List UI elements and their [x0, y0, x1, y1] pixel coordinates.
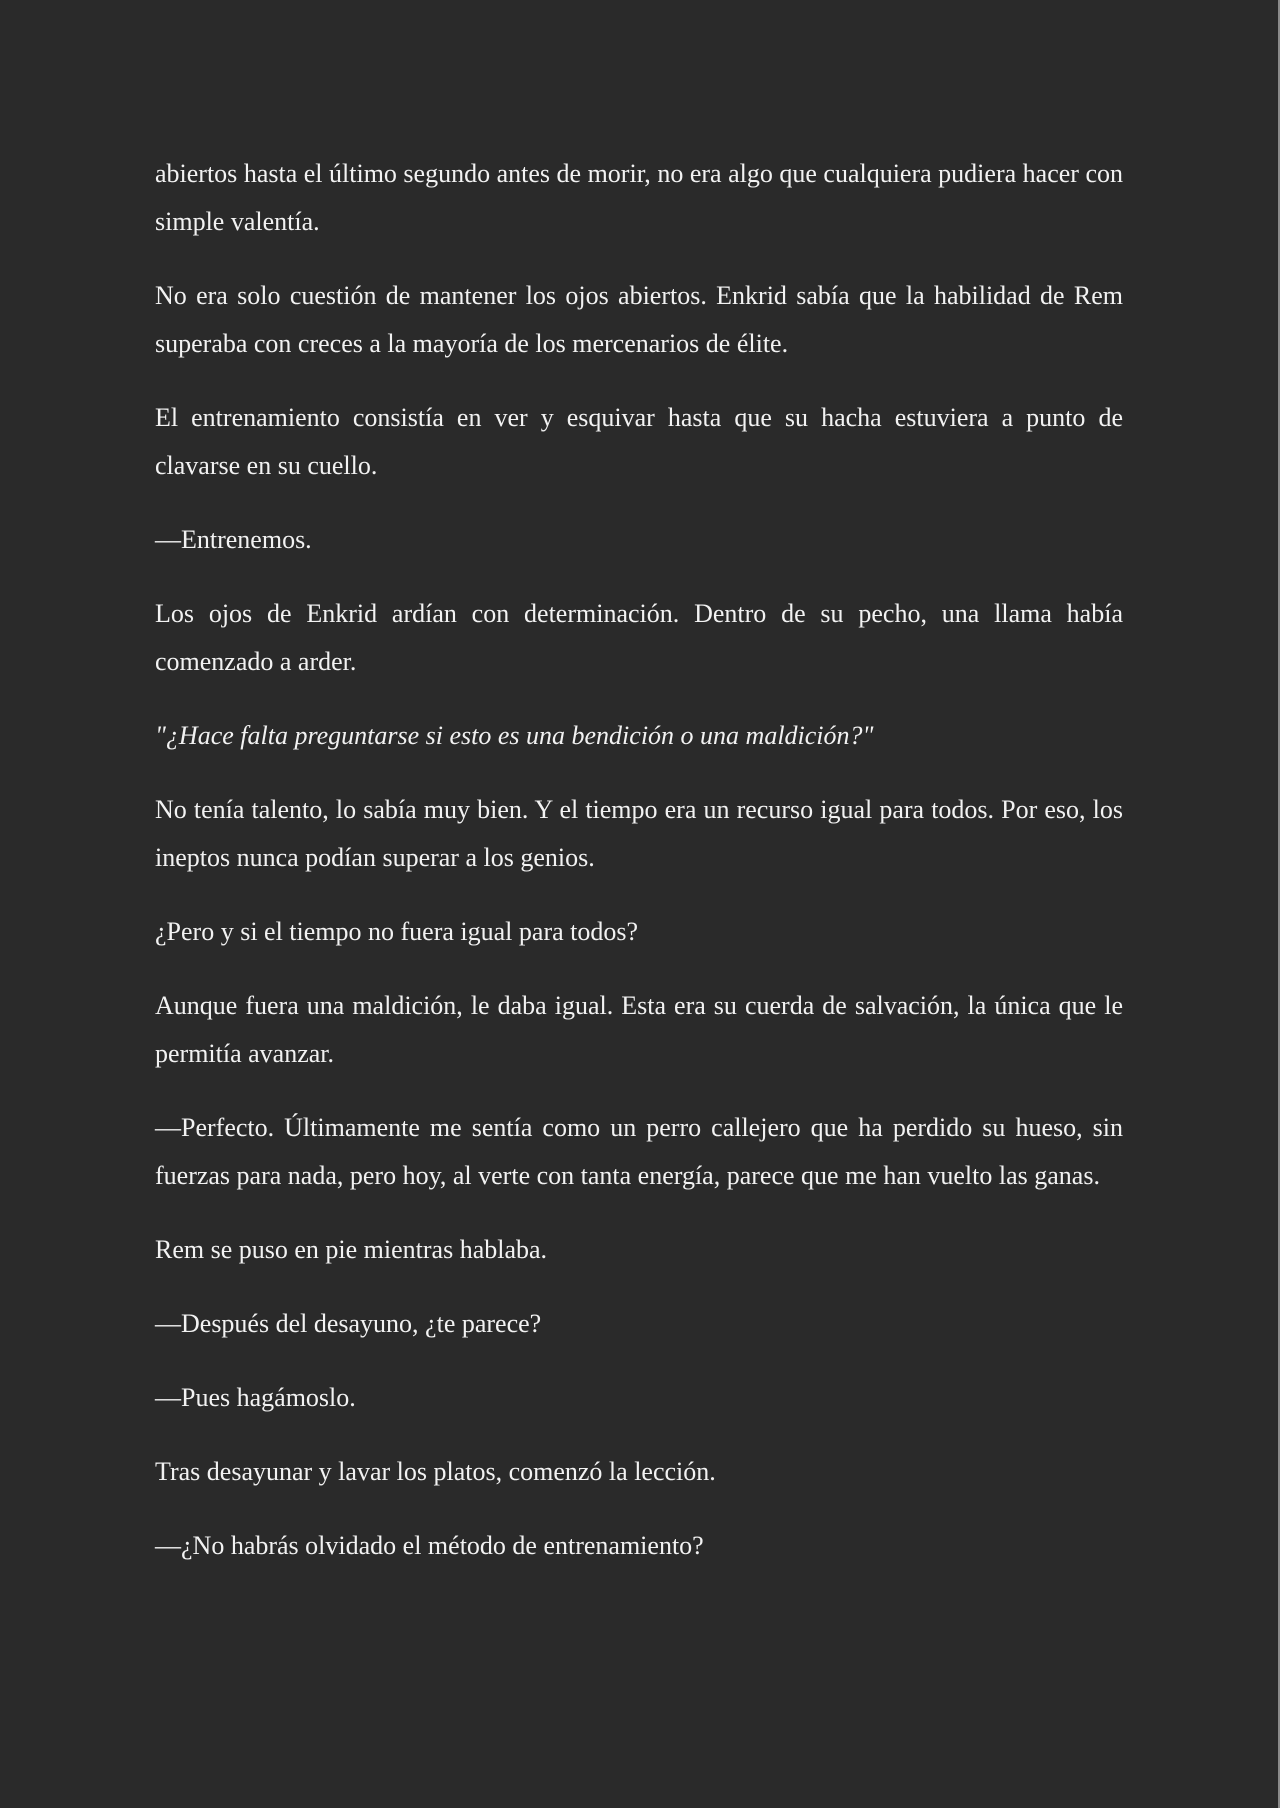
paragraph: No era solo cuestión de mantener los ojos abiertos. Enkrid sabía que la habilidad de Rem superaba con creces a la mayoría de los mercenarios de élite.	[155, 281, 1123, 358]
dialogue-line: —Entrenemos.	[155, 525, 312, 554]
paragraph: Tras desayunar y lavar los platos, comenzó la lección.	[155, 1457, 716, 1486]
inner-thought: "¿Hace falta preguntarse si esto es una bendición o una maldición?"	[155, 721, 874, 750]
reading-page	[155, 150, 1123, 1596]
dialogue-line: —Perfecto. Últimamente me sentía como un perro callejero que ha perdido su hueso, sin fuerzas para nada, pero hoy, al verte con tanta energía, parece que me han vuelto las ganas.	[155, 1113, 1123, 1190]
paragraph: Aunque fuera una maldición, le daba igual. Esta era su cuerda de salvación, la única que le permitía avanzar.	[155, 991, 1123, 1068]
dialogue-line: —Pues hagámoslo.	[155, 1383, 356, 1412]
paragraph: Los ojos de Enkrid ardían con determinación. Dentro de su pecho, una llama había comenzado a arder.	[155, 599, 1123, 676]
paragraph: ¿Pero y si el tiempo no fuera igual para todos?	[155, 917, 639, 946]
dialogue-line: —¿No habrás olvidado el método de entrenamiento?	[155, 1531, 704, 1560]
paragraph: abiertos hasta el último segundo antes de morir, no era algo que cualquiera pudiera hacer con simple valentía.	[155, 159, 1123, 236]
dialogue-line: —Después del desayuno, ¿te parece?	[155, 1309, 542, 1338]
paragraph: No tenía talento, lo sabía muy bien. Y el tiempo era un recurso igual para todos. Por eso, los ineptos nunca podían superar a los genios.	[155, 795, 1123, 872]
paragraph: Rem se puso en pie mientras hablaba.	[155, 1235, 548, 1264]
paragraph: El entrenamiento consistía en ver y esquivar hasta que su hacha estuviera a punto de clavarse en su cuello.	[155, 403, 1123, 480]
